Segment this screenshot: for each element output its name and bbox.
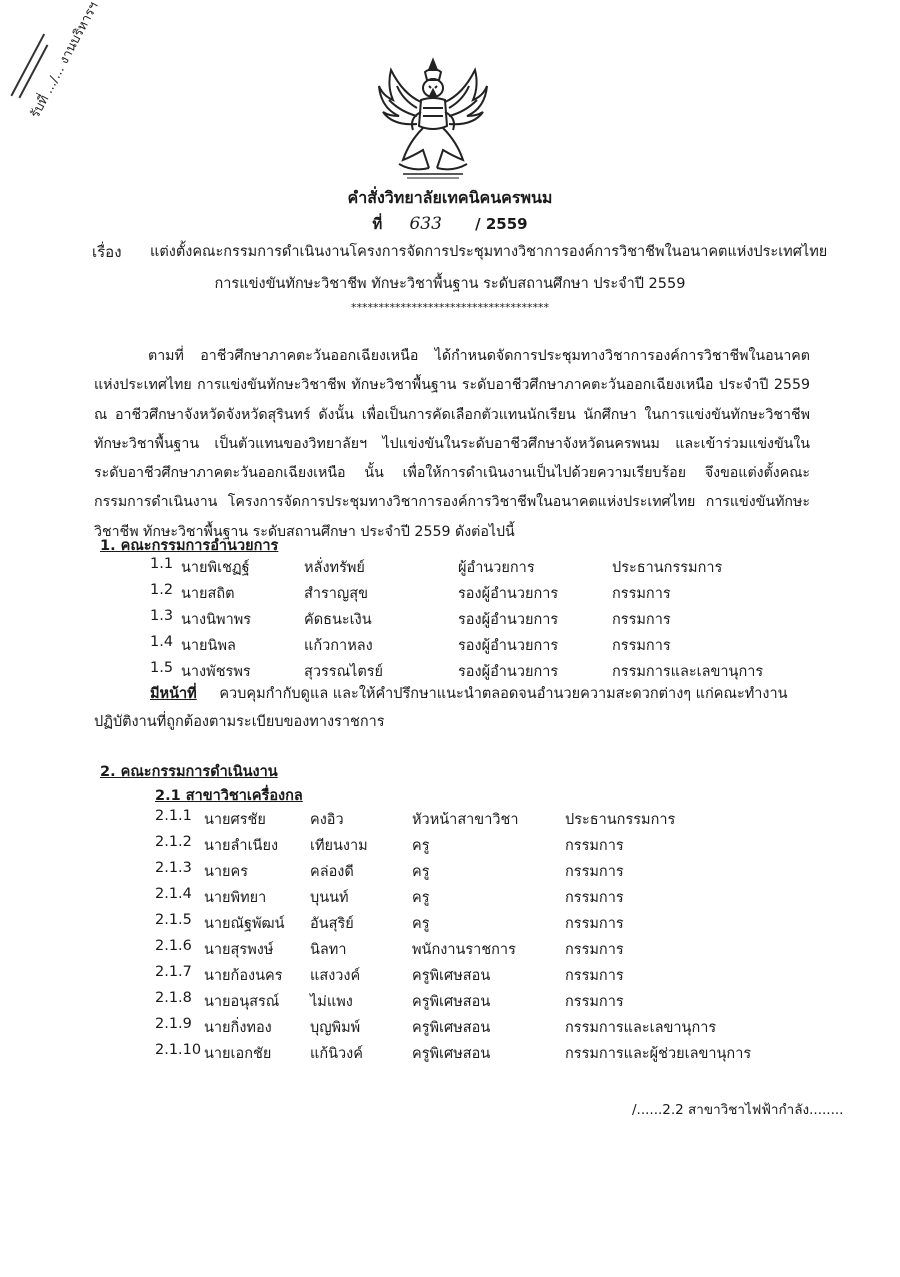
subject-line-2: การแข่งขันทักษะวิชาชีพ ทักษะวิชาพื้นฐาน ระดับสถานศึกษา ประจำปี 2559 (214, 276, 686, 292)
member-no: 2.1.7 (155, 964, 192, 980)
table-row (0, 990, 900, 1014)
member-no: 2.1.1 (155, 808, 192, 824)
member-no: 2.1.10 (155, 1042, 202, 1058)
section-2-1-subheading: 2.1 สาขาวิชาเครื่องกล (155, 788, 303, 804)
member-name: นายอนุสรณ์ (204, 994, 280, 1010)
table-row (0, 964, 900, 988)
member-surname: นิลทา (310, 942, 347, 958)
member-position: รองผู้อำนวยการ (458, 638, 559, 654)
member-position: ครูพิเศษสอน (412, 994, 491, 1010)
member-name: นายณัฐพัฒน์ (204, 916, 285, 932)
member-no: 1.4 (150, 634, 174, 650)
section-2-heading: 2. คณะกรรมการดำเนินงาน (100, 764, 278, 780)
table-row (0, 556, 900, 580)
member-position: รองผู้อำนวยการ (458, 612, 559, 628)
member-no: 1.1 (150, 556, 174, 572)
member-surname: แก้วกาหลง (304, 638, 373, 654)
member-role: กรรมการ (565, 864, 624, 880)
table-row (0, 660, 900, 684)
member-position: ครูพิเศษสอน (412, 968, 491, 984)
table-row (0, 938, 900, 962)
order-year: / 2559 (475, 215, 528, 233)
table-row (0, 1042, 900, 1066)
member-role: กรรมการ (612, 638, 671, 654)
member-name: นายลำเนียง (204, 838, 279, 854)
member-role: กรรมการ (612, 586, 671, 602)
member-position: พนักงานราชการ (412, 942, 516, 958)
member-name: นายสุรพงษ์ (204, 942, 274, 958)
member-role: ประธานกรรมการ (612, 560, 723, 576)
table-row (0, 808, 900, 832)
member-role: กรรมการ (612, 612, 671, 628)
member-name: นายนิพล (181, 638, 236, 654)
member-name: นายพิเชฏฐ์ (181, 560, 250, 576)
member-name: นายคร (204, 864, 249, 880)
table-row (0, 860, 900, 884)
member-surname: คล่องดี (310, 864, 354, 880)
member-surname: สำราญสุข (304, 586, 369, 602)
member-surname: บุญพิมพ์ (310, 1020, 361, 1036)
member-no: 2.1.9 (155, 1016, 192, 1032)
member-role: กรรมการ (565, 994, 624, 1010)
table-row (0, 608, 900, 632)
member-surname: หลั่งทรัพย์ (304, 560, 365, 576)
member-position: รองผู้อำนวยการ (458, 586, 559, 602)
member-name: นายก้องนคร (204, 968, 283, 984)
order-number-line (0, 212, 900, 236)
member-no: 2.1.8 (155, 990, 192, 1006)
duty-line-2: ปฏิบัติงานที่ถูกต้องตามระเบียบของทางราชการ (94, 714, 385, 730)
order-prefix: ที่ (372, 215, 383, 233)
table-row (0, 912, 900, 936)
member-name: นายพิทยา (204, 890, 267, 906)
member-surname: คัดธนะเงิน (304, 612, 372, 628)
member-name: นายศรชัย (204, 812, 266, 828)
member-surname: เทียนงาม (310, 838, 368, 854)
member-surname: อันสุริย์ (310, 916, 354, 932)
order-number: 633 (409, 214, 442, 234)
table-row (0, 886, 900, 910)
member-position: ครู (412, 890, 430, 906)
member-surname: แสงวงค์ (310, 968, 361, 984)
stamp-text: รับที่ .../... งานบริหารฯ (27, 0, 102, 121)
member-position: หัวหน้าสาขาวิชา (412, 812, 519, 828)
member-no: 2.1.3 (155, 860, 192, 876)
member-role: กรรมการ (565, 968, 624, 984)
member-no: 1.5 (150, 660, 174, 676)
member-no: 1.2 (150, 582, 174, 598)
member-surname: ไม่แพง (310, 994, 353, 1010)
member-position: ครู (412, 916, 430, 932)
member-position: ผู้อำนวยการ (458, 560, 535, 576)
member-name: นายเอกชัย (204, 1046, 272, 1062)
member-position: ครูพิเศษสอน (412, 1046, 491, 1062)
table-row (0, 834, 900, 858)
member-role: ประธานกรรมการ (565, 812, 676, 828)
subject-line-1: แต่งตั้งคณะกรรมการดำเนินงานโครงการจัดการประชุมทางวิชาการองค์การวิชาชีพในอนาคตแห่งประเทศไทย (150, 244, 828, 260)
member-position: ครู (412, 838, 430, 854)
page-continuation: /......2.2 สาขาวิชาไฟฟ้ากำลัง........ (632, 1102, 844, 1118)
member-surname: สุวรรณไตรย์ (304, 664, 384, 680)
member-name: นายกิ่งทอง (204, 1020, 272, 1036)
member-name: นายสถิต (181, 586, 235, 602)
received-stamp (0, 0, 129, 140)
member-no: 1.3 (150, 608, 174, 624)
member-role: กรรมการและเลขานุการ (612, 664, 764, 680)
member-surname: แก้นิวงค์ (310, 1046, 363, 1062)
member-surname: คงอิว (310, 812, 344, 828)
member-role: กรรมการ (565, 942, 624, 958)
member-role: กรรมการ (565, 916, 624, 932)
member-no: 2.1.6 (155, 938, 192, 954)
member-position: รองผู้อำนวยการ (458, 664, 559, 680)
member-role: กรรมการและผู้ช่วยเลขานุการ (565, 1046, 752, 1062)
subject-label: เรื่อง (92, 243, 122, 261)
duty-text-1: ควบคุมกำกับดูแล และให้คำปรึกษาแนะนำตลอดจนอำนวยความสะดวกต่างๆ แก่คณะทำงาน (219, 686, 788, 702)
member-position: ครู (412, 864, 430, 880)
member-position: ครูพิเศษสอน (412, 1020, 491, 1036)
member-role: กรรมการและเลขานุการ (565, 1020, 717, 1036)
body-paragraph-text: ตามที่ อาชีวศึกษาภาคตะวันออกเฉียงเหนือ ได้กำหนดจัดการประชุมทางวิชาการองค์การวิชาชีพในอนาคตแห่งประเทศไทย การแข่งขันทักษะวิชาชีพ ทักษะวิชาพื้นฐาน ระดับอาชีวศึกษาภาคตะวันออกเฉียงเหนือ ประจำปี 2559 ณ อาชีวศึกษาจังหวัดจังหวัดสุรินทร์ ดังนั้น เพื่อเป็นการคัดเลือกตัวแทนนักเรียน นักศึกษา ในการแข่งขันทักษะวิชาชีพ ทักษะวิชาพื้นฐาน เป็นตัวแทนของวิทยาลัยฯ ไปแข่งขันในระดับอาชีวศึกษาจังหวัดนครพนม และเข้าร่วมแข่งขันในระดับอาชีวศึกษาภาคตะวันออกเฉียงเหนือ นั้น เพื่อให้การดำเนินงานเป็นไปด้วยความเรียบร้อย จึงขอแต่งตั้งคณะกรรมการดำเนินงาน โครงการจัดการประชุมทางวิชาการองค์การวิชาชีพในอนาคตแห่งประเทศไทย การแข่งขันทักษะวิชาชีพ ทักษะวิชาพื้นฐาน ระดับสถานศึกษา ประจำปี 2559 ดังต่อไปนี้ (94, 348, 810, 540)
table-row (0, 634, 900, 658)
section-1-heading: 1. คณะกรรมการอำนวยการ (100, 538, 279, 554)
duty-label: มีหน้าที่ (150, 686, 197, 702)
duty-line-1 (150, 682, 788, 705)
member-role: กรรมการ (565, 838, 624, 854)
member-no: 2.1.4 (155, 886, 192, 902)
body-paragraph (94, 342, 810, 547)
member-name: นางพัชรพร (181, 664, 251, 680)
garuda-emblem-icon (373, 56, 493, 180)
document-title: คำสั่งวิทยาลัยเทคนิคนครพนม (347, 188, 553, 207)
separator-stars: ************************************ (351, 301, 549, 314)
member-surname: บุนนท์ (310, 890, 349, 906)
table-row (0, 1016, 900, 1040)
member-no: 2.1.5 (155, 912, 192, 928)
table-row (0, 582, 900, 606)
member-role: กรรมการ (565, 890, 624, 906)
member-no: 2.1.2 (155, 834, 192, 850)
member-name: นางนิพาพร (181, 612, 252, 628)
